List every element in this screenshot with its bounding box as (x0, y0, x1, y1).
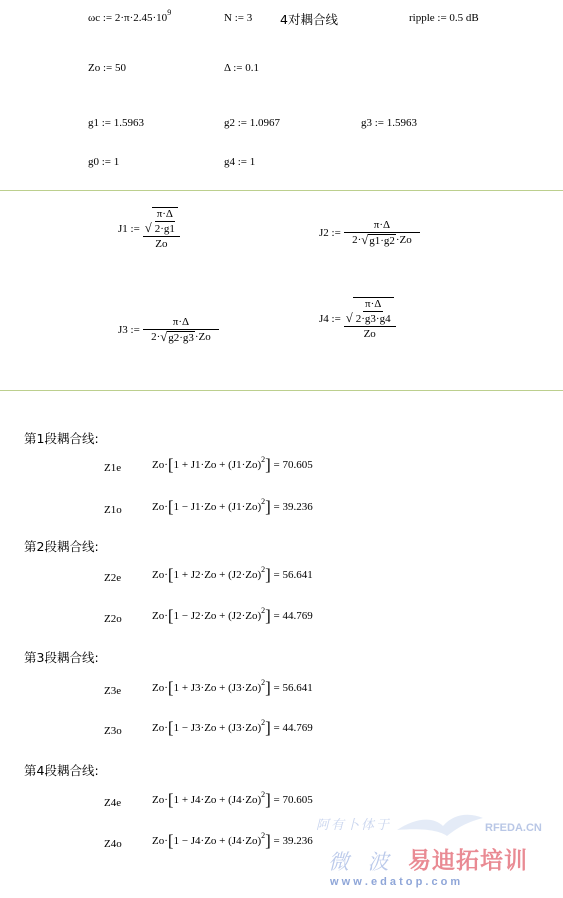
z1o-result: = 39.236 (273, 501, 313, 513)
z1e-result: = 70.605 (273, 459, 313, 471)
watermark-faded-text: 阿有卜体于 (316, 818, 392, 833)
g3-definition: g3 := 1.5963 (361, 117, 418, 129)
z2e-expression: $Zo\cdot[1 + J2\cdot Zo + (J2\cdot Zo)^2] = 56.641$ (152, 565, 313, 584)
j3-num: π·Δ (143, 316, 219, 330)
j4-fraction (344, 297, 396, 340)
j4-label: J4 := (319, 312, 341, 325)
zo-definition: Zo := 50 (88, 62, 126, 74)
j4-pi-delta: π·Δ (365, 298, 382, 310)
z1o-expression: $Zo\cdot[1 - J1\cdot Zo + (J1\cdot Zo)^2] = 39.236$ (152, 497, 313, 516)
j3-den: 2· √ g2·g3 ·Zo (151, 330, 211, 345)
j1-fraction (143, 207, 180, 250)
section-divider-bottom (0, 390, 563, 391)
ripple-definition: ripple := 0.5 dB (409, 12, 479, 24)
j1-den: Zo (155, 238, 168, 250)
j1-pi-delta: π·Δ (156, 208, 173, 220)
watermark-cn-left: 微 波 (328, 850, 395, 874)
z1e-expression: $Zo\cdot[1 + J1\cdot Zo + (J1\cdot Zo)^2] = 70.605$ (152, 455, 313, 474)
section-4-heading: 第4段耦合线: (24, 763, 99, 778)
j1-sqrt: √ $\frac{\pi\cdot\Delta}{2\cdot g1}$ (145, 207, 178, 235)
section-1-heading: 第1段耦合线: (24, 431, 99, 446)
z1e-label: Z1e (104, 462, 122, 474)
j4-formula (319, 297, 396, 340)
z2o-label: Z2o (104, 613, 122, 625)
wc-text: ωc := 2·π·2.45·10 (88, 12, 168, 24)
g2-definition: g2 := 1.0967 (224, 117, 281, 129)
j3-formula (118, 316, 219, 344)
j4-inner-den: 2·g3·g4 (355, 313, 391, 325)
z4o-expression: $Zo\cdot[1 - J4\cdot Zo + (J4\cdot Zo)^2] = 39.236$ (152, 831, 313, 850)
z4e-expression: $Zo\cdot[1 + J4\cdot Zo + (J4\cdot Zo)^2] = 70.605$ (152, 790, 313, 809)
j1-label: J1 := (118, 222, 140, 235)
watermark-url: w w w . e d a t o p . c o m (330, 876, 461, 888)
z3e-result: = 56.641 (273, 682, 313, 694)
z2e-label: Z2e (104, 572, 122, 584)
watermark-cn-right: 易迪拓培训 (408, 848, 528, 874)
section-divider-top (0, 190, 563, 191)
z2o-result: = 44.769 (273, 610, 313, 622)
j3-fraction (143, 316, 219, 344)
j1-inner-den: 2·g1 (154, 223, 175, 235)
z3e-expression: $Zo\cdot[1 + J3\cdot Zo + (J3\cdot Zo)^2] = 56.641$ (152, 678, 313, 697)
z4e-label: Z4e (104, 797, 122, 809)
z3o-expression: $Zo\cdot[1 - J3\cdot Zo + (J3\cdot Zo)^2] = 44.769$ (152, 718, 313, 737)
j4-sqrt: √ $\frac{\pi\cdot\Delta}{2\cdot g3\cdot g4}$ (346, 297, 394, 325)
j2-den: 2· √ g1·g2 ·Zo (352, 233, 412, 248)
j3-label: J3 := (118, 324, 140, 336)
j2-fraction (344, 219, 420, 247)
z4e-result: = 70.605 (273, 794, 313, 806)
pairs-note: 4对耦合线 (280, 12, 338, 27)
g0-definition: g0 := 1 (88, 156, 120, 168)
section-3-heading: 第3段耦合线: (24, 650, 99, 665)
j2-label: J2 := (319, 227, 341, 239)
g4-definition: g4 := 1 (224, 156, 256, 168)
z1o-label: Z1o (104, 504, 122, 516)
z3o-label: Z3o (104, 725, 122, 737)
z3e-label: Z3e (104, 685, 122, 697)
watermark-brand: RFEDA.CN (485, 822, 542, 834)
j2-num: π·Δ (344, 219, 420, 233)
j2-formula (319, 219, 420, 247)
wc-definition (88, 8, 172, 24)
z4o-label: Z4o (104, 838, 122, 850)
z3o-result: = 44.769 (273, 722, 313, 734)
wc-exponent: 9 (167, 8, 172, 17)
z2e-result: = 56.641 (273, 569, 313, 581)
j1-formula (118, 207, 180, 250)
z4o-result: = 39.236 (273, 835, 313, 847)
g1-definition: g1 := 1.5963 (88, 117, 145, 129)
j4-den: Zo (363, 328, 376, 340)
z2o-expression: $Zo\cdot[1 - J2\cdot Zo + (J2\cdot Zo)^2] = 44.769$ (152, 606, 313, 625)
delta-definition: Δ := 0.1 (224, 62, 259, 74)
section-2-heading: 第2段耦合线: (24, 539, 99, 554)
n-definition: N := 3 (224, 12, 253, 24)
